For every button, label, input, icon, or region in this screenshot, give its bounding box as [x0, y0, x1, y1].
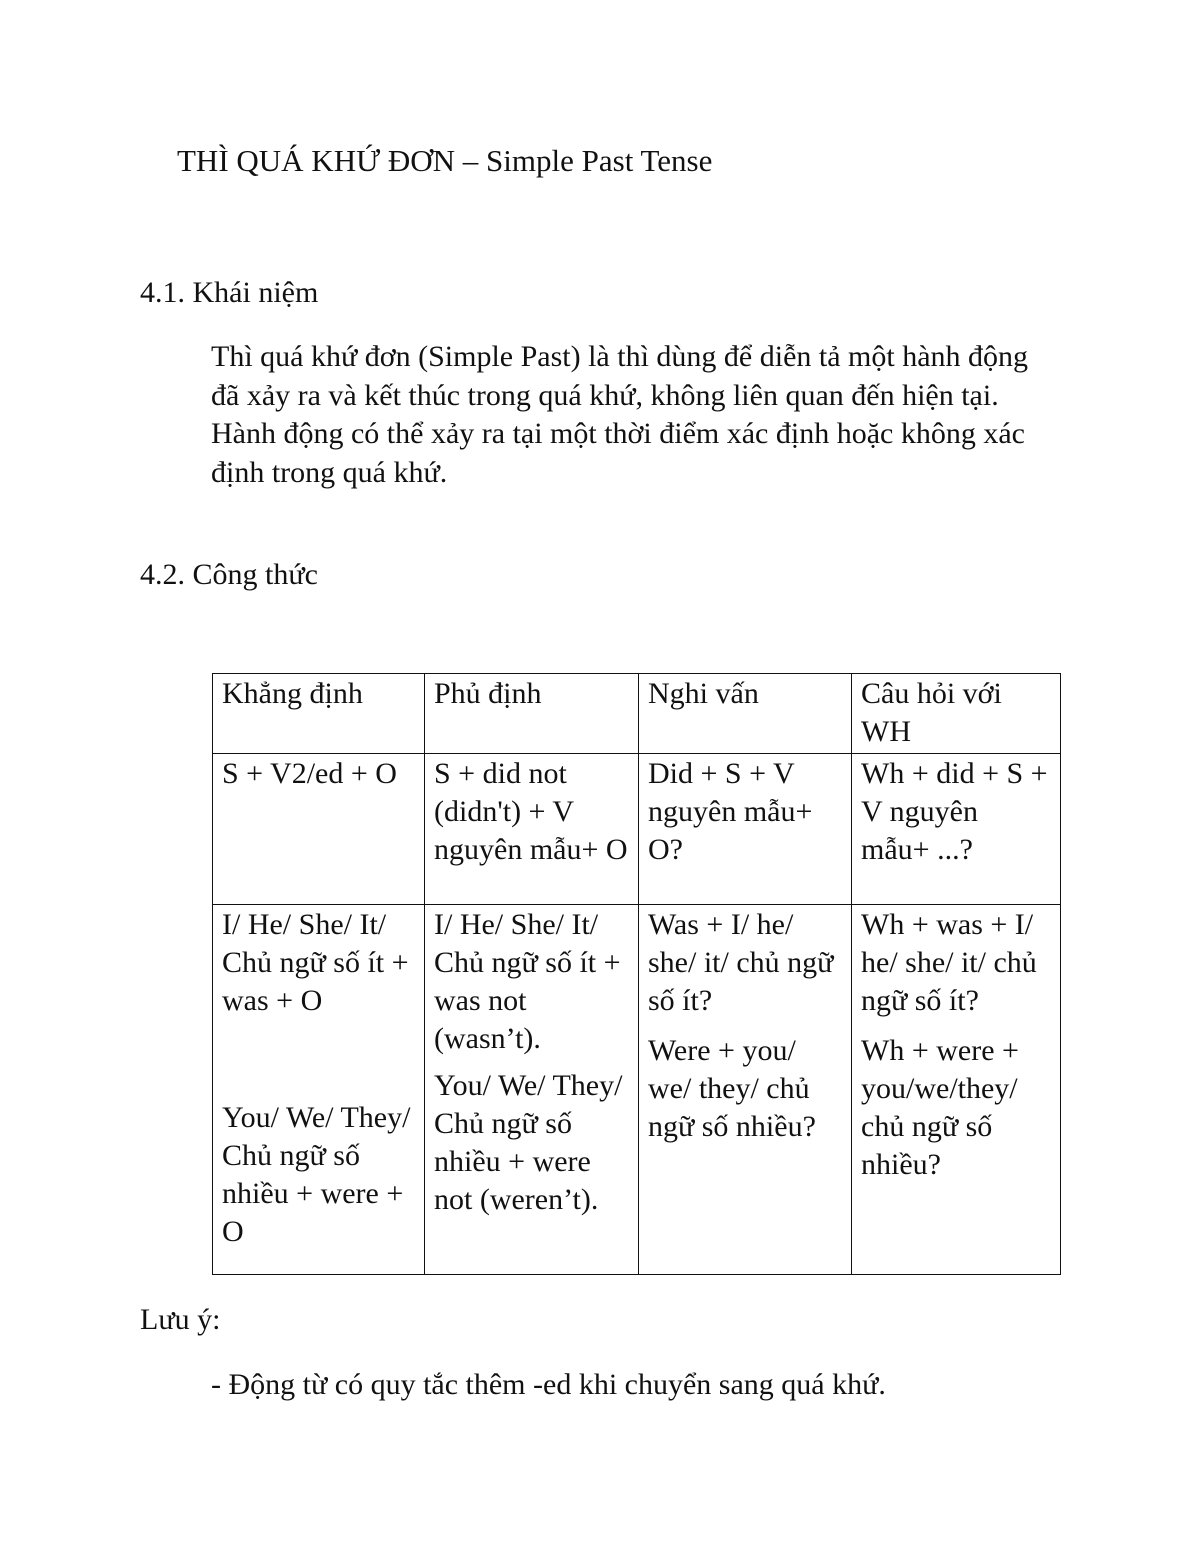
cell-wh-question-to-be — [852, 905, 1061, 1275]
question-plural: Were + you/ we/ they/ chủ ngữ số nhiều? — [648, 1034, 816, 1143]
affirmative-singular: I/ He/ She/ It/ Chủ ngữ số ít + was + O — [222, 908, 409, 1017]
note-label: Lưu ý: — [140, 1303, 221, 1336]
header-wh-question: Câu hỏi với WH — [852, 674, 1061, 754]
header-question: Nghi vấn — [639, 674, 852, 754]
document-title: THÌ QUÁ KHỨ ĐƠN – Simple Past Tense — [177, 143, 713, 178]
table-row — [213, 754, 1061, 905]
cell-affirmative-verb: S + V2/ed + O — [213, 754, 425, 905]
cell-affirmative-to-be — [213, 905, 425, 1275]
header-negative: Phủ định — [425, 674, 639, 754]
negative-singular: I/ He/ She/ It/ Chủ ngữ số ít + was not (wasn’t). — [434, 908, 621, 1055]
section-heading-concept: 4.1. Khái niệm — [140, 276, 319, 309]
cell-negative-to-be — [425, 905, 639, 1275]
cell-question-verb: Did + S + V nguyên mẫu+ O? — [639, 754, 852, 905]
note-item: - Động từ có quy tắc thêm -ed khi chuyển sang quá khứ. — [211, 1368, 886, 1401]
table-header-row — [213, 674, 1061, 754]
formula-table — [212, 673, 1061, 1275]
concept-paragraph: Thì quá khứ đơn (Simple Past) là thì dùng để diễn tả một hành động đã xảy ra và kết thúc trong quá khứ, không liên quan đến hiện tại. Hành động có thể xảy ra tại một thời điểm xác định hoặc không xác định trong quá khứ. — [211, 340, 1029, 489]
cell-negative-verb: S + did not (didn't) + V nguyên mẫu+ O — [425, 754, 639, 905]
negative-plural: You/ We/ They/ Chủ ngữ số nhiều + were not (weren’t). — [434, 1069, 623, 1216]
header-affirmative: Khẳng định — [213, 674, 425, 754]
cell-wh-question-verb: Wh + did + S + V nguyên mẫu+ ...? — [852, 754, 1061, 905]
table-row — [213, 905, 1061, 1275]
cell-question-to-be — [639, 905, 852, 1275]
wh-question-plural: Wh + were + you/we/they/ chủ ngữ số nhiều? — [861, 1034, 1019, 1181]
wh-question-singular: Wh + was + I/ he/ she/ it/ chủ ngữ số ít? — [861, 908, 1037, 1017]
affirmative-plural: You/ We/ They/ Chủ ngữ số nhiều + were + O — [222, 1101, 411, 1248]
question-singular: Was + I/ he/ she/ it/ chủ ngữ số ít? — [648, 908, 834, 1017]
section-heading-formula: 4.2. Công thức — [140, 558, 318, 591]
